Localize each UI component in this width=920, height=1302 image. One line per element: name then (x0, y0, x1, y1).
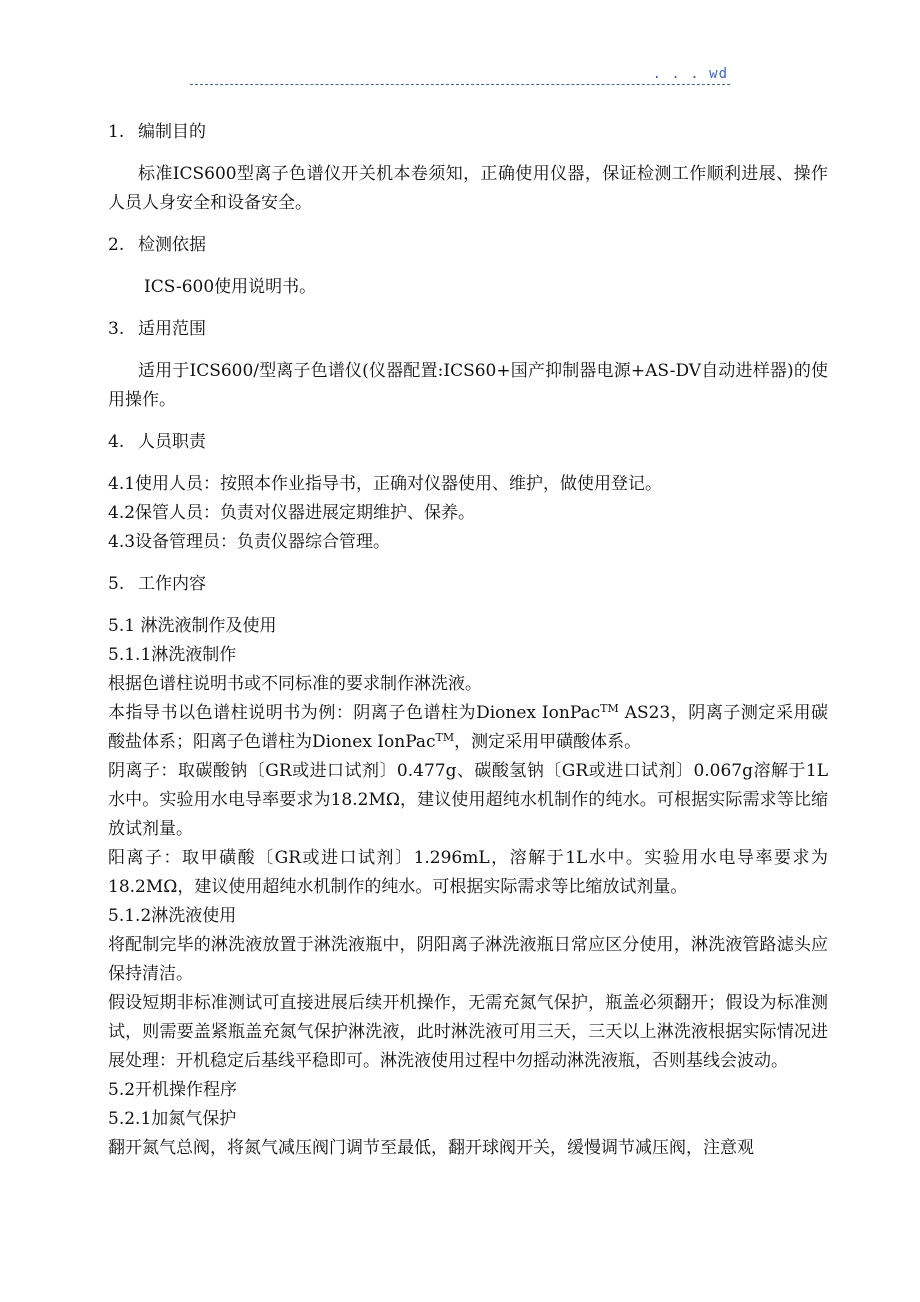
section-body-1: 标准ICS600型离子色谱仪开关机本卷须知，正确使用仪器，保证检测工作顺利进展、操作人员人身安全和设备安全。 (108, 164, 828, 213)
subsection-heading-5-1-1: 5.1.1淋洗液制作 (108, 645, 237, 665)
subsection-heading-5-2-1: 5.2.1加氮气保护 (108, 1109, 237, 1129)
paragraph: 翻开氮气总阀，将氮气减压阀门调节至最低，翻开球阀开关，缓慢调节减压阀，注意观 (108, 1138, 754, 1158)
duty-item: 4.3设备管理员：负责仪器综合管理。 (108, 532, 391, 552)
section-heading-4: 4. 人员职责 (108, 432, 206, 452)
section-heading-2: 2. 检测依据 (108, 235, 206, 255)
section-heading-1: 1. 编制目的 (108, 122, 206, 142)
paragraph: 将配制完毕的淋洗液放置于淋洗液瓶中，阴阳离子淋洗液瓶日常应区分使用，淋洗液管路滤头应保持清洁。 (108, 935, 828, 984)
header-mark: . . . wd (652, 66, 728, 82)
section-heading-5: 5. 工作内容 (108, 574, 206, 594)
paragraph-columns: 本指导书以色谱柱说明书为例：阴离子色谱柱为Dionex IonPac™ AS23，阴离子测定采用碳酸盐体系；阳离子色谱柱为Dionex IonPac™，测定采用甲磺酸体系。 (108, 702, 829, 752)
duty-item: 4.1使用人员：按照本作业指导书，正确对仪器使用、维护，做使用登记。 (108, 474, 663, 494)
paragraph: 假设短期非标准测试可直接进展后续开机操作，无需充氮气保护，瓶盖必须翻开；假设为标准测试，则需要盖紧瓶盖充氮气保护淋洗液，此时淋洗液可用三天，三天以上淋洗液根据实际情况进展处理：开机稳定后基线平稳即可。淋洗液使用过程中勿摇动淋洗液瓶，否则基线会波动。 (108, 993, 828, 1071)
paragraph-anion: 阴离子：取碳酸钠〔GR或进口试剂〕0.477g、碳酸氢钠〔GR或进口试剂〕0.067g溶解于1L水中。实验用水电导率要求为18.2MΩ，建议使用超纯水机制作的纯水。可根据实际需求等比缩放试剂量。 (108, 761, 828, 839)
section-heading-3: 3. 适用范围 (108, 319, 206, 339)
duty-item: 4.2保管人员：负责对仪器进展定期维护、保养。 (108, 503, 476, 523)
page-header (190, 66, 730, 88)
subsection-heading-5-1-2: 5.1.2淋洗液使用 (108, 906, 237, 926)
paragraph-cation: 阳离子：取甲磺酸〔GR或进口试剂〕1.296mL，溶解于1L水中。实验用水电导率要求为18.2MΩ，建议使用超纯水机制作的纯水。可根据实际需求等比缩放试剂量。 (108, 848, 828, 897)
section-body-3: 适用于ICS600/型离子色谱仪(仪器配置:ICS60+国产抑制器电源+AS-DV自动进样器)的使用操作。 (108, 361, 828, 410)
header-dashed-rule (190, 84, 730, 85)
document-body (108, 118, 828, 1163)
section-body-2: ICS-600使用说明书。 (144, 277, 317, 297)
subsection-heading-5-1: 5.1 淋洗液制作及使用 (108, 616, 277, 636)
subsection-heading-5-2: 5.2开机操作程序 (108, 1080, 238, 1100)
paragraph: 根据色谱柱说明书或不同标准的要求制作淋洗液。 (108, 674, 482, 694)
